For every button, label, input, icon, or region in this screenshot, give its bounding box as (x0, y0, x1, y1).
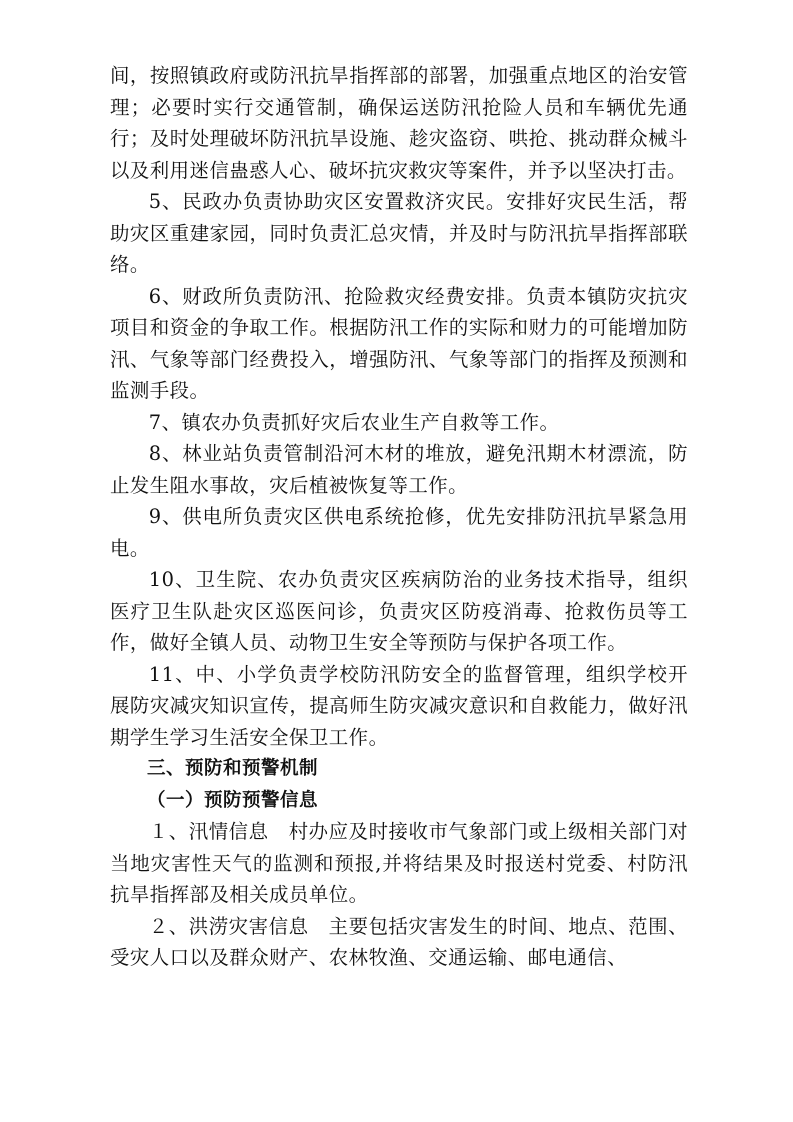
item-1-text: 村办应及时接收市气象部门或上级相关部门对当地灾害性天气的监测和预报,并将结果及时报送村党委、村防汛抗旱指挥部及相关成员单位。 (110, 820, 689, 906)
item-2-label: ２、洪涝灾害信息 (148, 914, 309, 938)
subsection-heading-1: （一）预防预警信息 (147, 789, 319, 811)
paragraph-item-6: 6、财政所负责防汛、抢险救灾经费安排。负责本镇防灾抗灾项目和资金的争取工作。根据防汛工作的实际和财力的可能增加防汛、气象等部门经费投入，增强防汛、气象等部门的指挥及预测和监测手段。 (110, 284, 688, 402)
paragraph-item-5: 5、民政办负责协助灾区安置救济灾民。安排好灾民生活，帮助灾区重建家园，同时负责汇总灾情，并及时与防汛抗旱指挥部联络。 (110, 190, 688, 276)
paragraph-flood-info (110, 816, 688, 911)
paragraph-disaster-info (110, 911, 688, 974)
paragraph-item-7: 7、镇农办负责抓好灾后农业生产自救等工作。 (148, 410, 560, 434)
paragraph-continuation: 间，按照镇政府或防汛抗旱指挥部的部署，加强重点地区的治安管理；必要时实行交通管制，确保运送防汛抢险人员和车辆优先通行；及时处理破坏防汛抗旱设施、趁灾盗窃、哄抢、挑动群众械斗以及利用迷信蛊惑人心、破坏抗灾救灾等案件，并予以坚决打击。 (110, 64, 688, 182)
item-1-label: １、汛情信息 (148, 820, 269, 843)
paragraph-item-9: 9、供电所负责灾区供电系统抢修，优先安排防汛抗旱紧急用电。 (110, 505, 688, 560)
paragraph-item-10: 10、卫生院、农办负责灾区疾病防治的业务技术指导，组织医疗卫生队赴灾区巡医问诊，负责灾区防疫消毒、抢救伤员等工作，做好全镇人员、动物卫生安全等预防与保护各项工作。 (110, 568, 688, 654)
section-heading-3: 三、预防和预警机制 (147, 758, 319, 779)
item-2-text: 主要包括灾害发生的时间、地点、范围、受灾人口以及群众财产、农林牧渔、交通运输、邮电通信、 (110, 914, 689, 969)
paragraph-item-8: 8、林业站负责管制沿河木材的堆放，避免汛期木材漂流，防止发生阻水事故，灾后植被恢复等工作。 (110, 442, 688, 497)
document-page (110, 60, 688, 974)
paragraph-item-11: 11、中、小学负责学校防汛防安全的监督管理，组织学校开展防灾减灾知识宣传，提高师生防灾减灾意识和自救能力，做好汛期学生学习生活安全保卫工作。 (110, 662, 688, 749)
